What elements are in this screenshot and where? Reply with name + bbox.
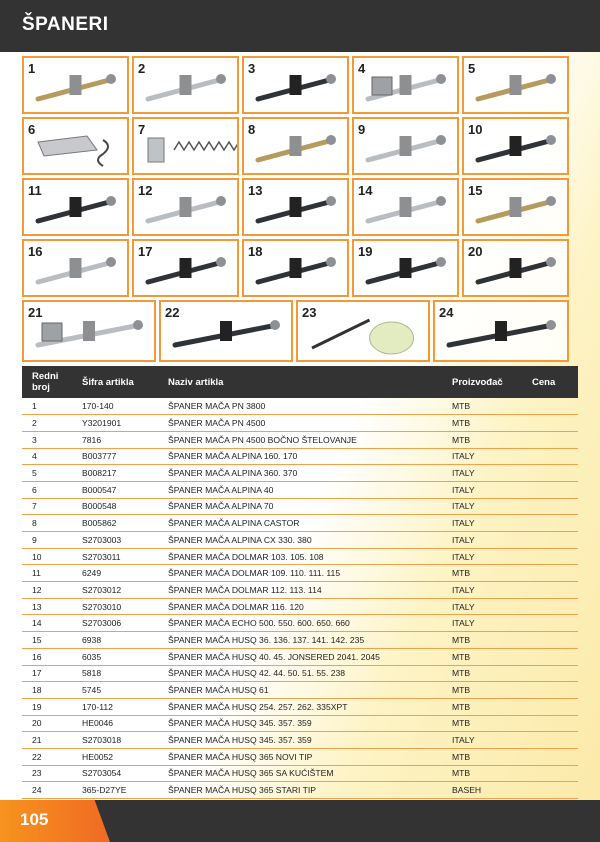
row-maker: MTB: [442, 665, 522, 682]
row-number: 2: [22, 415, 72, 432]
product-image-cell: [352, 117, 459, 175]
product-image-cell: [132, 239, 239, 297]
row-code: B008217: [72, 465, 158, 482]
product-image-cell: [242, 178, 349, 236]
row-price: [522, 698, 578, 715]
row-price: [522, 565, 578, 582]
product-illustration: [161, 302, 291, 360]
row-name: ŠPANER MAČA HUSQ 345. 357. 359: [158, 732, 442, 749]
product-image-cell: [242, 56, 349, 114]
row-price: [522, 532, 578, 549]
product-illustration: [298, 302, 428, 360]
row-number: 23: [22, 765, 72, 782]
product-image-cell: [22, 239, 129, 297]
product-image-number: 13: [248, 183, 263, 198]
page-header: [0, 0, 600, 52]
product-image-cell: [22, 178, 129, 236]
product-image-cell: [462, 56, 569, 114]
table-row: [22, 565, 578, 582]
row-name: ŠPANER MAČA ALPINA CX 330. 380: [158, 532, 442, 549]
row-maker: ITALY: [442, 515, 522, 532]
row-code: HE0052: [72, 748, 158, 765]
table-row: [22, 398, 578, 415]
row-price: [522, 615, 578, 632]
product-image-cell: [159, 300, 293, 362]
row-code: S2703010: [72, 598, 158, 615]
row-number: 19: [22, 698, 72, 715]
row-maker: MTB: [442, 715, 522, 732]
table-row: [22, 598, 578, 615]
row-maker: ITALY: [442, 448, 522, 465]
row-maker: ITALY: [442, 465, 522, 482]
page-number-tab: [0, 800, 110, 842]
table-row: [22, 765, 578, 782]
row-code: S2703018: [72, 732, 158, 749]
product-image-number: 6: [28, 122, 36, 137]
page-footer: [0, 800, 600, 842]
row-name: ŠPANER MAČA DOLMAR 116. 120: [158, 598, 442, 615]
row-price: [522, 682, 578, 699]
row-number: 16: [22, 648, 72, 665]
row-price: [522, 782, 578, 799]
row-price: [522, 398, 578, 415]
row-name: ŠPANER MAČA ALPINA 360. 370: [158, 465, 442, 482]
row-name: ŠPANER MAČA ALPINA CASTOR: [158, 515, 442, 532]
table-row: [22, 682, 578, 699]
table-row: [22, 665, 578, 682]
row-price: [522, 448, 578, 465]
row-code: B000547: [72, 481, 158, 498]
row-price: [522, 515, 578, 532]
row-number: 20: [22, 715, 72, 732]
row-price: [522, 715, 578, 732]
row-number: 6: [22, 481, 72, 498]
row-name: ŠPANER MAČA PN 4500: [158, 415, 442, 432]
product-image-cell: [242, 117, 349, 175]
row-name: ŠPANER MAČA ALPINA 40: [158, 481, 442, 498]
header-proizvodjac: Proizvođač: [452, 376, 503, 388]
table-body: [22, 398, 578, 799]
row-number: 9: [22, 532, 72, 549]
row-maker: ITALY: [442, 532, 522, 549]
row-name: ŠPANER MAČA HUSQ 36. 136. 137. 141. 142. 235: [158, 632, 442, 649]
row-maker: ITALY: [442, 498, 522, 515]
table-row: [22, 481, 578, 498]
product-image-number: 17: [138, 244, 153, 259]
header-cena: Cena: [532, 376, 556, 388]
table-row: [22, 498, 578, 515]
row-name: ŠPANER MAČA ALPINA 70: [158, 498, 442, 515]
row-number: 4: [22, 448, 72, 465]
row-maker: MTB: [442, 565, 522, 582]
row-number: 21: [22, 732, 72, 749]
row-price: [522, 548, 578, 565]
product-image-cell: [352, 178, 459, 236]
page-title: ŠPANERI: [22, 14, 109, 35]
product-illustration: [464, 58, 567, 112]
product-image-number: 15: [468, 183, 483, 198]
table-row: [22, 748, 578, 765]
product-image-cell: [352, 239, 459, 297]
product-image-number: 20: [468, 244, 483, 259]
page-number: 105: [20, 810, 49, 829]
product-illustration: [354, 119, 457, 173]
table-row: [22, 632, 578, 649]
row-number: 18: [22, 682, 72, 699]
product-image-number: 18: [248, 244, 263, 259]
row-maker: MTB: [442, 648, 522, 665]
table-row: [22, 532, 578, 549]
row-price: [522, 648, 578, 665]
product-image-cell: [22, 56, 129, 114]
product-image-number: 12: [138, 183, 153, 198]
product-image-number: 1: [28, 61, 36, 76]
table-row: [22, 648, 578, 665]
product-image-number: 19: [358, 244, 373, 259]
product-image-number: 21: [28, 305, 43, 320]
row-code: S2703012: [72, 582, 158, 599]
row-maker: MTB: [442, 748, 522, 765]
row-number: 5: [22, 465, 72, 482]
product-image-number: 9: [358, 122, 366, 137]
row-code: 6249: [72, 565, 158, 582]
header-naziv: Naziv artikla: [168, 376, 224, 388]
row-code: Y3201901: [72, 415, 158, 432]
row-price: [522, 665, 578, 682]
row-code: 5818: [72, 665, 158, 682]
row-number: 15: [22, 632, 72, 649]
row-price: [522, 732, 578, 749]
row-code: 5745: [72, 682, 158, 699]
row-price: [522, 415, 578, 432]
row-maker: ITALY: [442, 481, 522, 498]
product-image-grid: [22, 56, 578, 362]
row-price: [522, 498, 578, 515]
row-price: [522, 481, 578, 498]
row-name: ŠPANER MAČA HUSQ 40. 45. JONSERED 2041. 2045: [158, 648, 442, 665]
row-number: 10: [22, 548, 72, 565]
row-number: 24: [22, 782, 72, 799]
row-name: ŠPANER MAČA HUSQ 61: [158, 682, 442, 699]
product-image-number: 11: [28, 183, 42, 198]
row-maker: MTB: [442, 765, 522, 782]
row-name: ŠPANER MAČA DOLMAR 112. 113. 114: [158, 582, 442, 599]
row-name: ŠPANER MAČA HUSQ 254. 257. 262. 335XPT: [158, 698, 442, 715]
table-row: [22, 698, 578, 715]
table-row: [22, 431, 578, 448]
row-price: [522, 431, 578, 448]
row-number: 7: [22, 498, 72, 515]
row-code: S2703011: [72, 548, 158, 565]
product-image-number: 8: [248, 122, 256, 137]
product-image-number: 16: [28, 244, 43, 259]
row-maker: MTB: [442, 632, 522, 649]
row-maker: ITALY: [442, 548, 522, 565]
product-illustration: [244, 58, 347, 112]
row-name: ŠPANER MAČA HUSQ 42. 44. 50. 51. 55. 238: [158, 665, 442, 682]
product-illustration: [134, 119, 237, 173]
row-number: 11: [22, 565, 72, 582]
product-table: [22, 366, 578, 799]
table-row: [22, 448, 578, 465]
product-image-number: 22: [165, 305, 180, 320]
row-code: HE0046: [72, 715, 158, 732]
row-code: B000548: [72, 498, 158, 515]
table-row: [22, 515, 578, 532]
product-illustration: [354, 58, 457, 112]
row-price: [522, 632, 578, 649]
product-image-number: 24: [439, 305, 454, 320]
row-name: ŠPANER MAČA PN 4500 BOČNO ŠTELOVANJE: [158, 431, 442, 448]
row-maker: MTB: [442, 698, 522, 715]
row-code: S2703006: [72, 615, 158, 632]
row-name: ŠPANER MAČA HUSQ 345. 357. 359: [158, 715, 442, 732]
product-illustration: [24, 119, 127, 173]
product-image-cell: [433, 300, 569, 362]
row-code: S2703003: [72, 532, 158, 549]
row-maker: MTB: [442, 415, 522, 432]
product-image-cell: [22, 117, 129, 175]
table-row: [22, 465, 578, 482]
row-maker: ITALY: [442, 582, 522, 599]
row-number: 12: [22, 582, 72, 599]
product-image-number: 2: [138, 61, 146, 76]
product-image-number: 14: [358, 183, 373, 198]
row-maker: ITALY: [442, 615, 522, 632]
product-illustration: [134, 58, 237, 112]
product-image-cell: [462, 178, 569, 236]
row-code: 6035: [72, 648, 158, 665]
table-row: [22, 415, 578, 432]
row-number: 13: [22, 598, 72, 615]
row-code: B003777: [72, 448, 158, 465]
row-maker: BASEH: [442, 782, 522, 799]
table-row: [22, 715, 578, 732]
product-image-cell: [132, 178, 239, 236]
product-image-number: 10: [468, 122, 483, 137]
row-price: [522, 582, 578, 599]
product-illustration: [24, 302, 154, 360]
row-maker: MTB: [442, 398, 522, 415]
product-image-number: 5: [468, 61, 476, 76]
row-price: [522, 465, 578, 482]
product-image-cell: [132, 117, 239, 175]
row-number: 17: [22, 665, 72, 682]
header-redni-broj: Redni broj: [32, 371, 59, 393]
row-maker: MTB: [442, 431, 522, 448]
row-number: 1: [22, 398, 72, 415]
row-name: ŠPANER MAČA ECHO 500. 550. 600. 650. 660: [158, 615, 442, 632]
product-image-cell: [352, 56, 459, 114]
row-code: 170-112: [72, 698, 158, 715]
table-header-row: [22, 366, 578, 398]
row-maker: ITALY: [442, 732, 522, 749]
row-number: 22: [22, 748, 72, 765]
table-row: [22, 548, 578, 565]
product-image-number: 3: [248, 61, 256, 76]
product-image-cell: [132, 56, 239, 114]
product-image-cell: [242, 239, 349, 297]
product-image-cell: [462, 239, 569, 297]
row-price: [522, 748, 578, 765]
row-name: ŠPANER MAČA HUSQ 365 NOVI TIP: [158, 748, 442, 765]
row-maker: ITALY: [442, 598, 522, 615]
table-row: [22, 782, 578, 799]
table-row: [22, 615, 578, 632]
product-image-number: 4: [358, 61, 366, 76]
row-number: 8: [22, 515, 72, 532]
product-illustration: [24, 58, 127, 112]
product-illustration: [435, 302, 567, 360]
table-row: [22, 582, 578, 599]
product-image-number: 23: [302, 305, 317, 320]
row-name: ŠPANER MAČA HUSQ 365 STARI TIP: [158, 782, 442, 799]
row-code: 7816: [72, 431, 158, 448]
row-number: 3: [22, 431, 72, 448]
product-image-number: 7: [138, 122, 146, 137]
product-image-cell: [22, 300, 156, 362]
row-code: B005862: [72, 515, 158, 532]
row-code: S2703054: [72, 765, 158, 782]
row-price: [522, 765, 578, 782]
row-name: ŠPANER MAČA HUSQ 365 SA KUĆIŠTEM: [158, 765, 442, 782]
row-code: 6938: [72, 632, 158, 649]
row-price: [522, 598, 578, 615]
row-maker: MTB: [442, 682, 522, 699]
row-name: ŠPANER MAČA DOLMAR 103. 105. 108: [158, 548, 442, 565]
product-image-cell: [462, 117, 569, 175]
row-name: ŠPANER MAČA PN 3800: [158, 398, 442, 415]
table-row: [22, 732, 578, 749]
row-name: ŠPANER MAČA DOLMAR 109. 110. 111. 115: [158, 565, 442, 582]
product-illustration: [244, 119, 347, 173]
row-code: 365-D27YE: [72, 782, 158, 799]
row-name: ŠPANER MAČA ALPINA 160. 170: [158, 448, 442, 465]
row-code: 170-140: [72, 398, 158, 415]
row-number: 14: [22, 615, 72, 632]
product-image-cell: [296, 300, 430, 362]
header-sifra: Šifra artikla: [82, 376, 134, 388]
